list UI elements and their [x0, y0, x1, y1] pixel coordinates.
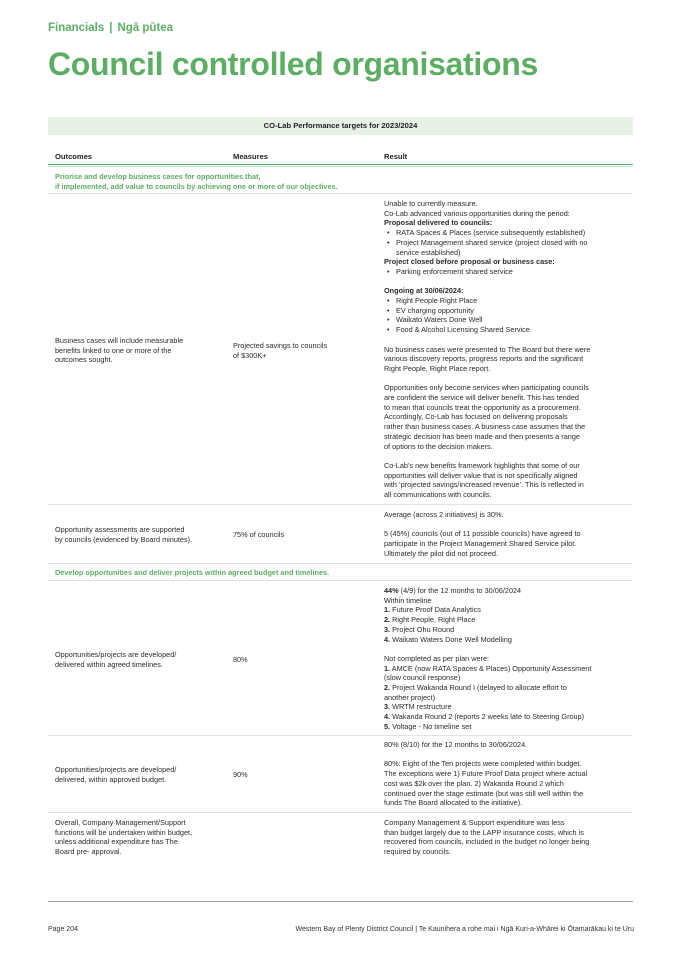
objective-1-line-2: if implemented, add value to councils by achieving one or more of our objectives. — [55, 182, 338, 191]
result-percentage: 44% — [384, 586, 399, 595]
list-item: • Waikato Waters Done Well — [384, 315, 632, 325]
ongoing-list — [384, 296, 632, 335]
numbered-item: 4. Wakanda Round 2 (reports 2 weeks late to Steering Group) — [384, 712, 585, 722]
result-text: are confident the service will deliver benefit. This has tended — [384, 393, 579, 403]
result-text: Company Management & Support expenditure was less — [384, 818, 565, 827]
numbered-item: 5. Voltage - No timeline set — [384, 721, 472, 731]
row-divider — [48, 563, 633, 564]
result-text: The exceptions were 1) Future Proof Data project where actual — [384, 769, 588, 779]
section-label-maori: Ngā pūtea — [117, 22, 174, 34]
result-percentage-detail: (4/9) for the 12 months to 30/06/2024 — [398, 586, 522, 595]
result-text: of options to the decision makers. — [384, 441, 493, 451]
result-text: with ‘projected savings/increased revenue’. This is reflected in — [384, 480, 584, 490]
result-text: continued over the stage estimate (but was still well within the — [384, 788, 584, 798]
objective-heading-1 — [55, 172, 615, 192]
result-text: 80% (8/10) for the 12 months to 30/06/2024. — [384, 740, 528, 749]
result-text: opportunities will deliver value that is not specifically aligned — [384, 470, 578, 480]
row-1-outcome-line: benefits linked to one or more of the — [55, 345, 172, 355]
list-item-text: Project Management shared service (project closed with no — [396, 237, 588, 247]
row-2-result — [384, 510, 632, 559]
column-header-measures: Measures — [233, 152, 269, 161]
result-text: recovered from councils, included in the budget no longer being — [384, 837, 590, 847]
numbered-item: 4. Waikato Waters Done Well Modelling — [384, 634, 512, 644]
footer-rule — [48, 901, 633, 902]
result-text — [384, 586, 632, 596]
numbered-item-continued: another project) — [384, 692, 436, 702]
result-text: to mean that councils treat the opportunity as a procurement. — [384, 402, 581, 412]
row-1-outcome — [55, 336, 225, 365]
row-5-result — [384, 818, 632, 857]
row-1-measure-line: Projected savings to councils — [233, 341, 328, 350]
row-1-result — [384, 199, 632, 500]
table-caption: CO-Lab Performance targets for 2023/2024 — [48, 117, 633, 135]
row-divider — [48, 580, 633, 581]
row-divider — [48, 193, 633, 194]
row-5-outcome-line: Board pre- approval. — [55, 847, 122, 857]
numbered-item: 3. Project Ohu Round — [384, 624, 455, 634]
numbered-item: 3. WRTM restructure — [384, 702, 452, 712]
row-4-measure: 90% — [233, 770, 248, 779]
result-text: Opportunities only become services when participating councils — [384, 383, 589, 393]
row-5-outcome-line: functions will be undertaken within budget, — [55, 827, 193, 837]
row-1-outcome-line: Business cases will include measurable — [55, 336, 184, 345]
row-5-outcome-line: unless additional expenditure has The — [55, 837, 178, 847]
result-text: funds The Board allocated to the initiative). — [384, 798, 523, 808]
result-text: Within timeline — [384, 595, 432, 605]
column-header-outcomes: Outcomes — [55, 152, 93, 161]
list-item: • EV charging opportunity — [384, 306, 632, 316]
header-rule-secondary — [48, 166, 633, 167]
row-1-measure — [233, 341, 373, 360]
objective-heading-2: Develop opportunities and deliver projects within agreed budget and timelines. — [55, 568, 330, 577]
row-3-outcome — [55, 650, 225, 669]
row-5-outcome-line: Overall, Company Management/Support — [55, 818, 186, 827]
row-3-outcome-line: Opportunities/projects are developed/ — [55, 650, 177, 659]
row-4-outcome-line: delivered, within approved budget. — [55, 774, 167, 784]
result-text: Ultimately the pilot did not proceed. — [384, 548, 498, 558]
row-4-outcome-line: Opportunities/projects are developed/ — [55, 765, 177, 774]
result-text: 80%: Eight of the Ten projects were completed within budget. — [384, 759, 582, 769]
row-divider — [48, 504, 633, 505]
numbered-item: 1. Future Proof Data Analytics — [384, 605, 481, 615]
result-text: Accordingly, Co-Lab has focused on delivering proposals — [384, 412, 568, 422]
numbered-item: 2. Right People, Right Place — [384, 615, 476, 625]
list-item: • RATA Spaces & Places (service subsequently established) — [384, 228, 632, 238]
result-text: rather than business cases. A business case assumes that the — [384, 422, 586, 432]
numbered-item: 2. Project Wakanda Round I (delayed to allocate effort to — [384, 683, 567, 693]
result-text: than budget largely due to the LAPP insurance costs, which is — [384, 827, 584, 837]
result-text: all communications with councils. — [384, 490, 492, 500]
delivered-list — [384, 228, 632, 257]
result-text: Co-Lab’s new benefits framework highlights that some of our — [384, 460, 580, 470]
row-2-measure: 75% of councils — [233, 530, 285, 539]
row-1-outcome-line: outcomes sought. — [55, 355, 113, 365]
page-title: Council controlled organisations — [48, 46, 538, 82]
result-text: strategic decision has been made and then presents a range — [384, 431, 580, 441]
row-1-measure-line: of $300K+ — [233, 350, 267, 360]
result-text: Unable to currently measure. — [384, 199, 478, 208]
result-text: cost was $2k over the plan. 2) Wakanda Round 2 which — [384, 778, 564, 788]
list-item: • Parking enforcement shared service — [384, 267, 632, 277]
section-separator: | — [109, 22, 113, 34]
result-text: Average (across 2 initiatives) is 30%. — [384, 510, 504, 519]
row-3-measure: 80% — [233, 655, 248, 664]
list-item — [384, 238, 632, 257]
result-text: various discovery reports, progress reports and the significant — [384, 354, 584, 364]
result-text: participate in the Project Management Shared Service pilot. — [384, 539, 577, 549]
list-item: • Right People Right Place — [384, 296, 632, 306]
list-item-text: service established) — [396, 247, 461, 257]
row-4-outcome — [55, 765, 225, 784]
result-text: required by councils. — [384, 847, 451, 857]
header-rule — [48, 164, 633, 165]
section-label: Financials — [48, 22, 105, 34]
footer-source: Western Bay of Plenty District Council | Te Kaunihera a rohe mai i Ngā Kuri-a-Whārei ki Ōtamarākau ki te Uru — [295, 926, 634, 933]
page-number: Page 204 — [48, 926, 78, 933]
row-3-outcome-line: delivered within agreed timelines. — [55, 659, 163, 669]
row-5-outcome — [55, 818, 230, 857]
row-2-outcome-line: by councils (evidenced by Board minutes). — [55, 534, 193, 544]
result-text: Co-Lab advanced various opportunities during the period: — [384, 208, 570, 218]
row-2-outcome-line: Opportunity assessments are supported — [55, 525, 185, 534]
result-text: Right People, Right Place report. — [384, 363, 491, 373]
closed-list — [384, 267, 632, 277]
row-2-outcome — [55, 525, 230, 544]
row-3-result — [384, 586, 632, 732]
list-item: • Food & Alcohol Licensing Shared Service — [384, 325, 632, 335]
result-text: 5 (45%) councils (out of 11 possible councils) have agreed to — [384, 529, 581, 539]
result-subheading: Proposal delivered to councils: — [384, 218, 493, 228]
section-header — [48, 22, 173, 34]
result-text: Not completed as per plan were: — [384, 653, 490, 663]
row-divider — [48, 812, 633, 813]
result-text: No business cases were presented to The Board but there were — [384, 344, 591, 354]
result-subheading: Project closed before proposal or business case: — [384, 257, 555, 267]
result-subheading: Ongoing at 30/06/2024: — [384, 286, 464, 296]
numbered-item: 1. AMCE (now RATA Spaces & Places) Opportunity Assessment — [384, 663, 592, 673]
numbered-item-continued: (slow council response) — [384, 673, 461, 683]
row-divider — [48, 735, 633, 736]
objective-1-line-1: Priorise and develop business cases for opportunities that, — [55, 172, 261, 181]
row-4-result — [384, 740, 632, 808]
column-header-result: Result — [384, 152, 408, 161]
